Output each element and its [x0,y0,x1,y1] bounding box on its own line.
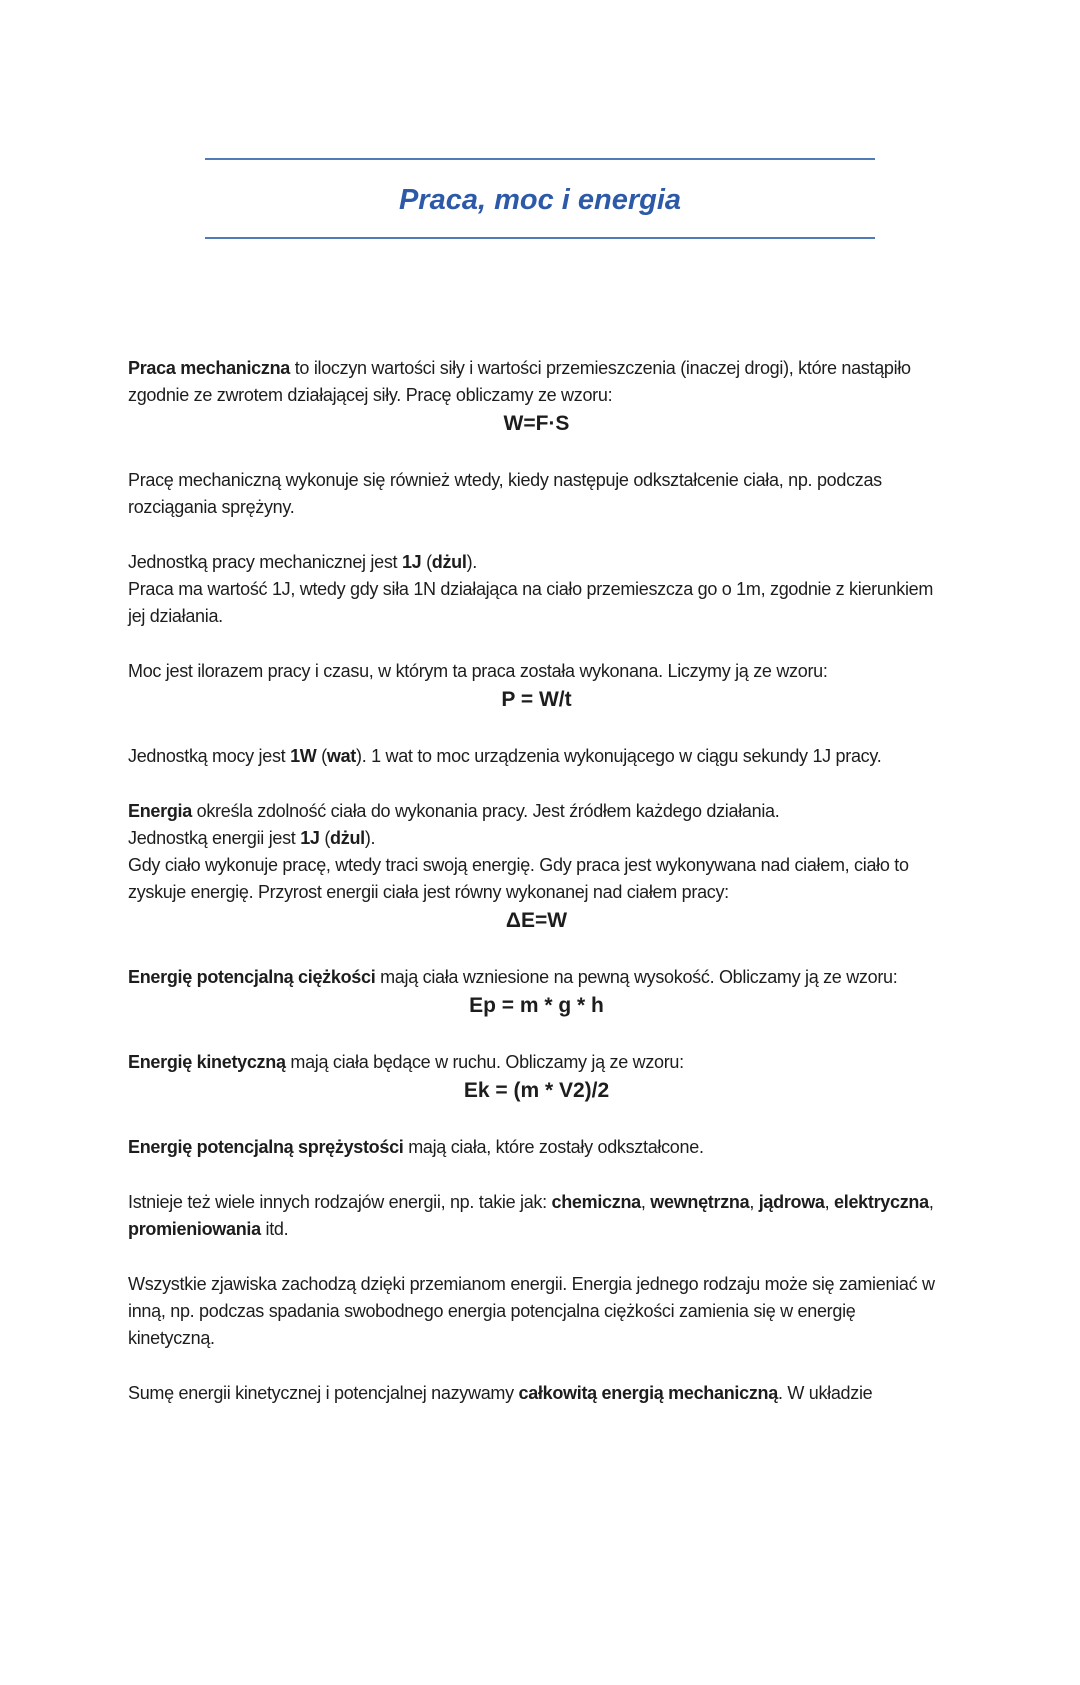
bold-text-run: całkowitą energią mechaniczną [518,1383,778,1403]
text-run: Praca ma wartość 1J, wtedy gdy siła 1N działająca na ciało przemieszcza go o 1m, zgodnie z kierunkiem jej działania. [128,579,934,626]
text-run: Jednostką energii jest [128,828,301,848]
paragraph-block [128,964,945,1021]
paragraph-block [128,1049,945,1106]
paragraph-block [128,798,945,936]
paragraph-block [128,1189,945,1243]
text-run: to iloczyn wartości siły i wartości przemieszczenia (inaczej drogi), które nastąpiło zgodnie ze zwrotem działającej siły. Pracę obliczamy ze wzoru: [128,358,911,405]
paragraph-line [128,576,945,630]
text-run: Jednostką mocy jest [128,746,291,766]
text-run: Pracę mechaniczną wykonuje się również wtedy, kiedy następuje odkształcenie ciała, np. podczas rozciągania sprężyny. [128,470,882,517]
paragraph-line [128,355,945,409]
bold-text-run: chemiczna [551,1192,641,1212]
text-run: mają ciała, które zostały odkształcone. [403,1137,704,1157]
text-run: . W układzie [777,1383,873,1403]
paragraph-line [128,964,945,991]
bold-text-run: elektryczna [834,1192,929,1212]
text-run: , [928,1192,934,1212]
text-run: ( [319,828,331,848]
bold-text-run: 1W [290,746,317,766]
text-run: ). [466,552,477,572]
text-run: określa zdolność ciała do wykonania pracy. Jest źródłem każdego działania. [191,801,780,821]
paragraph-block [128,658,945,715]
text-run: mają ciała wzniesione na pewną wysokość. Obliczamy ją ze wzoru: [375,967,898,987]
paragraph-line [128,1049,945,1076]
bold-text-run: Energia [128,801,192,821]
bold-text-run: Energię potencjalną sprężystości [128,1137,404,1157]
title-block [0,158,1080,239]
bold-text-run: 1J [300,828,320,848]
bold-text-run: dżul [431,552,467,572]
bold-text-run: Energię kinetyczną [128,1052,286,1072]
bold-text-run: wat [326,746,356,766]
document-page [0,158,1080,1407]
text-run: ). [364,828,376,848]
paragraph-block [128,549,945,630]
text-run: mają ciała będące w ruchu. Obliczamy ją ze wzoru: [285,1052,684,1072]
bold-text-run: promieniowania [128,1219,261,1239]
paragraph-block [128,743,945,770]
text-run: ). 1 wat to moc urządzenia wykonującego w ciągu sekundy 1J pracy. [356,746,882,766]
paragraph-line [128,743,945,770]
bold-text-run: Praca mechaniczna [128,358,290,378]
paragraph-block [128,1380,945,1407]
page-title: Praca, moc i energia [398,184,682,216]
text-run: , [824,1192,835,1212]
formula-line: Ep = m * g * h [469,994,604,1017]
paragraph-line [128,467,945,521]
bold-text-run: wewnętrzna [650,1192,750,1212]
title-top-rule [205,158,875,160]
bold-text-run: Energię potencjalną ciężkości [128,967,376,987]
paragraph-line [128,852,945,906]
paragraph-line [128,1380,945,1407]
text-run: itd. [260,1219,289,1239]
bold-text-run: dżul [330,828,365,848]
title-bottom-rule [205,237,875,239]
paragraph-block [128,1134,945,1161]
paragraph-block [128,1271,945,1352]
text-run: , [640,1192,651,1212]
formula-line: P = W/t [501,688,572,711]
formula-line: ΔE=W [505,909,568,932]
paragraph-line [128,1271,945,1352]
bold-text-run: jądrowa [758,1192,825,1212]
paragraph-block [128,467,945,521]
paragraph-line [128,798,945,825]
text-run: ( [316,746,327,766]
paragraph-line [128,1189,945,1243]
paragraph-line [128,658,945,685]
bold-text-run: 1J [401,552,422,572]
paragraph-line [128,825,945,852]
formula-line: W=F·S [503,412,570,435]
formula-line: Ek = (m * V2)/2 [463,1079,610,1102]
paragraph-line [128,1134,945,1161]
text-run: Jednostką pracy mechanicznej jest [128,552,402,572]
text-run: Sumę energii kinetycznej i potencjalnej nazywamy [128,1383,519,1403]
document-body [128,355,945,1407]
text-run: Moc jest ilorazem pracy i czasu, w którym ta praca została wykonana. Liczymy ją ze wzoru: [128,661,828,681]
text-run: Istnieje też wiele innych rodzajów energii, np. takie jak: [128,1192,552,1212]
text-run: , [749,1192,759,1212]
paragraph-line [128,549,945,576]
text-run: Wszystkie zjawiska zachodzą dzięki przemianom energii. Energia jednego rodzaju może się zamieniać w inną, np. podczas spadania swobodnego energia potencjalna ciężkości zamienia się w energię kinetyczną. [128,1274,935,1348]
paragraph-block [128,355,945,439]
text-run: ( [421,552,432,572]
text-run: Gdy ciało wykonuje pracę, wtedy traci swoją energię. Gdy praca jest wykonywana nad ciałem, ciało to zyskuje energię. Przyrost energii ciała jest równy wykonanej nad ciałem pracy: [128,855,909,902]
